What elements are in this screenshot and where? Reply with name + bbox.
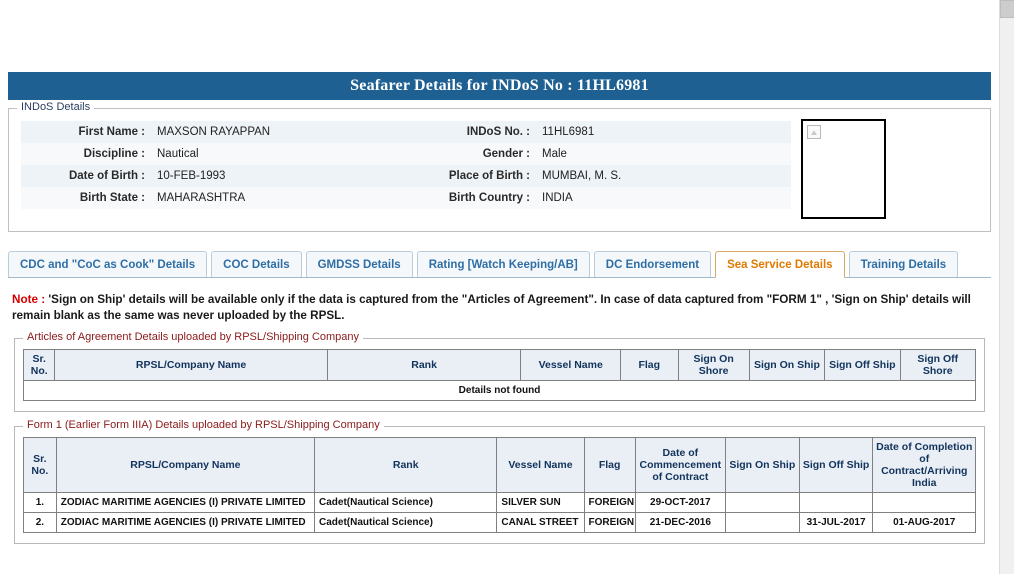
place-of-birth-value: MUMBAI, M. S.	[536, 165, 791, 187]
birth-state-value: MAHARASHTRA	[151, 187, 406, 209]
note-prefix: Note :	[12, 293, 46, 306]
tab-coc-details[interactable]: COC Details	[211, 251, 301, 277]
form1-table	[23, 437, 976, 533]
broken-image-icon	[807, 125, 821, 139]
cell-company-name: ZODIAC MARITIME AGENCIES (I) PRIVATE LIMITED	[56, 512, 314, 532]
cell-sign-off-ship	[799, 492, 873, 512]
dob-value: 10-FEB-1993	[151, 165, 406, 187]
first-name-label: First Name :	[21, 121, 151, 143]
discipline-value: Nautical	[151, 143, 406, 165]
col-sign-on-shore: Sign On Shore	[678, 349, 749, 380]
vertical-scrollbar[interactable]	[999, 0, 1014, 574]
cell-date-of-commencement: 21-DEC-2016	[635, 512, 725, 532]
birth-country-label: Birth Country :	[406, 187, 536, 209]
col-sign-off-ship: Sign Off Ship	[825, 349, 900, 380]
cell-rank: Cadet(Nautical Science)	[315, 512, 497, 532]
scrollbar-thumb[interactable]	[1000, 0, 1014, 18]
table-row	[24, 492, 976, 512]
tab-rating-watch-keeping[interactable]: Rating [Watch Keeping/AB]	[417, 251, 590, 277]
col-flag: Flag	[620, 349, 678, 380]
indos-details-section	[8, 101, 991, 232]
col-date-of-commencement: Date of Commencement of Contract	[635, 437, 725, 492]
note-body: 'Sign on Ship' details will be available only if the data is captured from the "Articles of Agreement". In case of data captured from "FORM 1" , 'Sign on Ship' details will remain blank as the same was never uploaded by the RPSL.	[12, 293, 971, 322]
tab-training-details[interactable]: Training Details	[849, 251, 959, 277]
col-sign-on-ship: Sign On Ship	[749, 349, 824, 380]
table-row	[24, 380, 976, 400]
col-rank: Rank	[327, 349, 521, 380]
cell-date-of-completion	[873, 492, 976, 512]
dob-label: Date of Birth :	[21, 165, 151, 187]
form1-panel	[14, 418, 985, 544]
col-vessel-name: Vessel Name	[497, 437, 584, 492]
seafarer-photo	[801, 119, 886, 219]
col-sr-no: Sr. No.	[24, 437, 57, 492]
note-text	[12, 292, 987, 324]
articles-of-agreement-panel	[14, 330, 985, 412]
col-sign-on-ship: Sign On Ship	[725, 437, 799, 492]
first-name-value: MAXSON RAYAPPAN	[151, 121, 406, 143]
articles-empty-message: Details not found	[24, 380, 976, 400]
cell-flag: FOREIGN	[584, 492, 635, 512]
tab-gmdss-details[interactable]: GMDSS Details	[306, 251, 413, 277]
cell-rank: Cadet(Nautical Science)	[315, 492, 497, 512]
birth-country-value: INDIA	[536, 187, 791, 209]
col-rank: Rank	[315, 437, 497, 492]
table-row	[21, 165, 791, 187]
discipline-label: Discipline :	[21, 143, 151, 165]
indos-no-value: 11HL6981	[536, 121, 791, 143]
tab-sea-service-details[interactable]: Sea Service Details	[715, 251, 845, 278]
articles-panel-legend: Articles of Agreement Details uploaded by RPSL/Shipping Company	[23, 331, 363, 343]
table-row	[21, 187, 791, 209]
col-company-name: RPSL/Company Name	[55, 349, 327, 380]
cell-sign-on-ship	[725, 492, 799, 512]
table-row	[24, 512, 976, 532]
tab-cdc-coc-as-cook[interactable]: CDC and "CoC as Cook" Details	[8, 251, 207, 277]
table-row	[21, 121, 791, 143]
indos-details-legend: INDoS Details	[17, 101, 94, 113]
col-flag: Flag	[584, 437, 635, 492]
col-sign-off-ship: Sign Off Ship	[799, 437, 873, 492]
col-vessel-name: Vessel Name	[521, 349, 620, 380]
indos-no-label: INDoS No. :	[406, 121, 536, 143]
birth-state-label: Birth State :	[21, 187, 151, 209]
page-title: Seafarer Details for INDoS No : 11HL6981	[8, 72, 991, 100]
table-header-row	[24, 437, 976, 492]
col-sign-off-shore: Sign Off Shore	[900, 349, 975, 380]
table-header-row	[24, 349, 976, 380]
gender-value: Male	[536, 143, 791, 165]
tab-bar	[8, 250, 991, 278]
cell-vessel-name: SILVER SUN	[497, 492, 584, 512]
cell-date-of-commencement: 29-OCT-2017	[635, 492, 725, 512]
col-sr-no: Sr. No.	[24, 349, 55, 380]
cell-flag: FOREIGN	[584, 512, 635, 532]
cell-date-of-completion: 01-AUG-2017	[873, 512, 976, 532]
col-company-name: RPSL/Company Name	[56, 437, 314, 492]
table-row	[21, 143, 791, 165]
gender-label: Gender :	[406, 143, 536, 165]
bottom-spacer	[0, 544, 999, 574]
cell-company-name: ZODIAC MARITIME AGENCIES (I) PRIVATE LIMITED	[56, 492, 314, 512]
cell-sign-off-ship: 31-JUL-2017	[799, 512, 873, 532]
cell-sr-no: 1.	[24, 492, 57, 512]
col-date-of-completion: Date of Completion of Contract/Arriving India	[873, 437, 976, 492]
articles-of-agreement-table	[23, 349, 976, 401]
cell-sign-on-ship	[725, 512, 799, 532]
cell-vessel-name: CANAL STREET	[497, 512, 584, 532]
cell-sr-no: 2.	[24, 512, 57, 532]
form1-panel-legend: Form 1 (Earlier Form IIIA) Details uploaded by RPSL/Shipping Company	[23, 419, 384, 431]
place-of-birth-label: Place of Birth :	[406, 165, 536, 187]
tab-dc-endorsement[interactable]: DC Endorsement	[594, 251, 711, 277]
indos-details-table	[21, 121, 791, 209]
